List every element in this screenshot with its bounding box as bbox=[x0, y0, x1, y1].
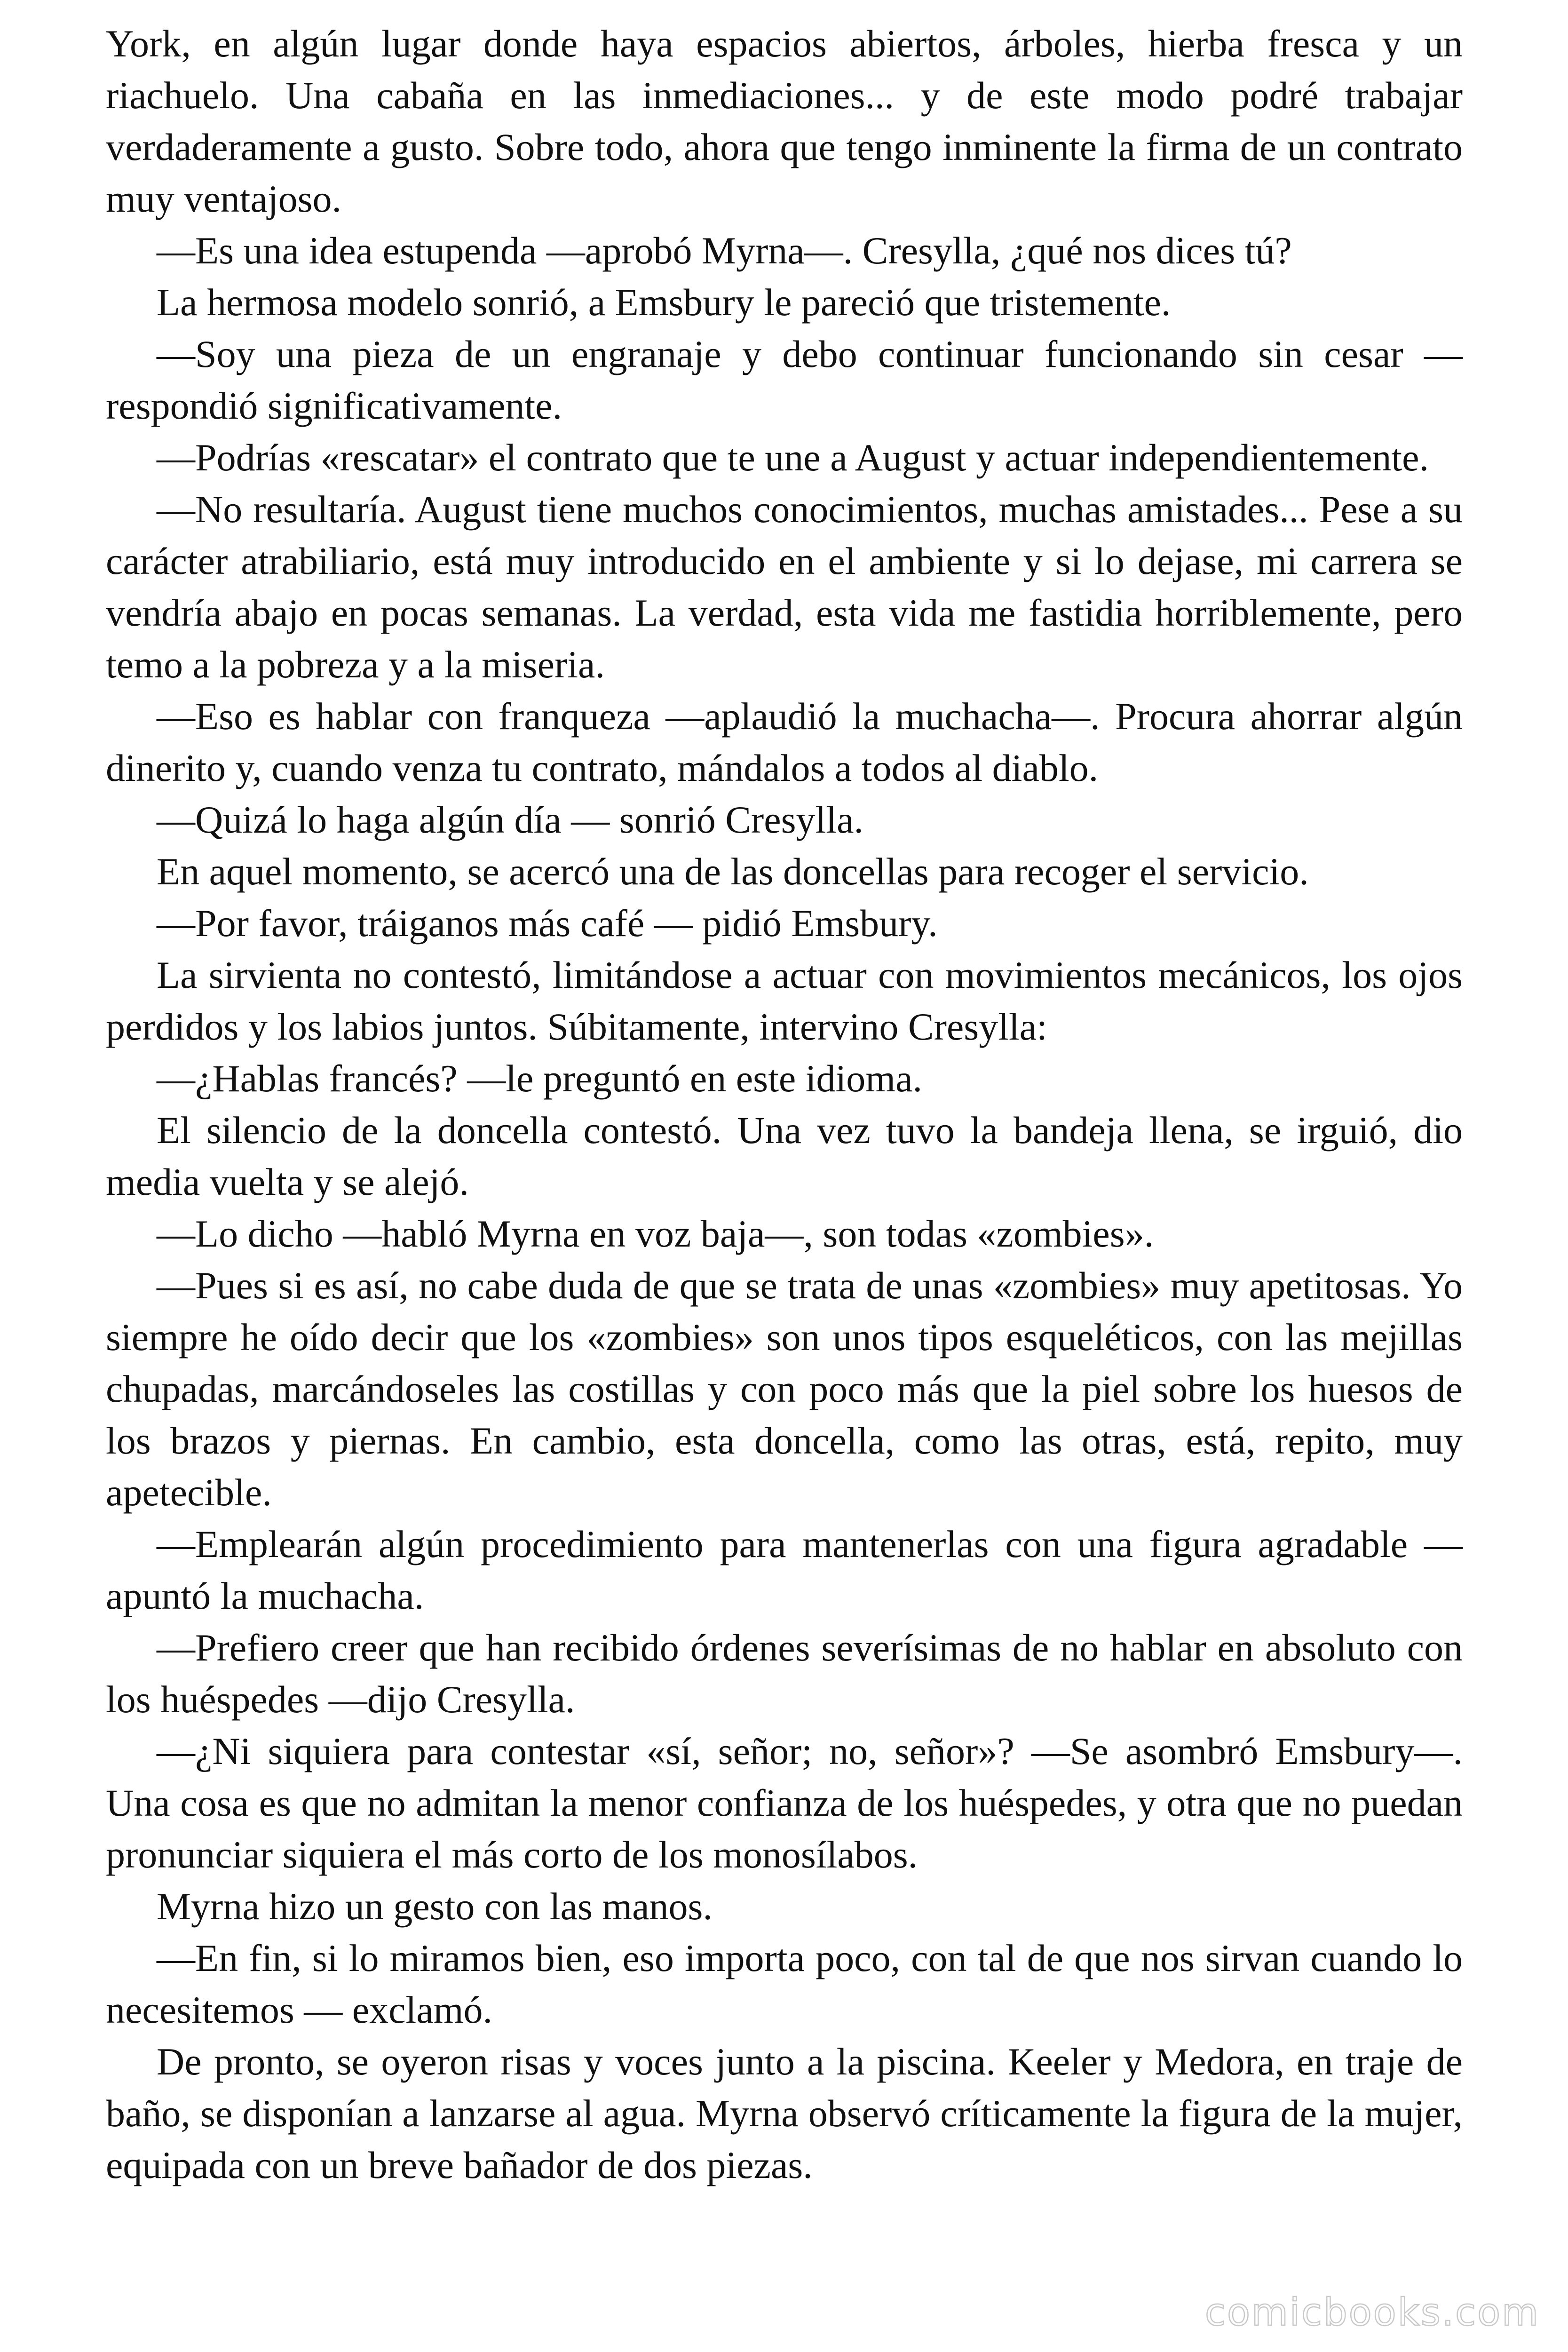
paragraph: —Pues si es así, no cabe duda de que se trata de unas «zombies» muy apetitosas. Yo siempre he oído decir que los «zombies» son unos tipos esqueléticos, con las mejillas chupadas, marcándoseles las costillas y con poco más que la piel sobre los huesos de los brazos y piernas. En cambio, esta doncella, como las otras, está, repito, muy apetecible. bbox=[106, 1264, 1463, 1514]
paragraph: —Es una idea estupenda —aprobó Myrna—. Cresylla, ¿qué nos dices tú? bbox=[157, 229, 1292, 272]
paragraph: —Por favor, tráiganos más café — pidió Emsbury. bbox=[157, 902, 938, 945]
paragraph: —Lo dicho —habló Myrna en voz baja—, son todas «zombies». bbox=[157, 1212, 1154, 1255]
paragraph: —Podrías «rescatar» el contrato que te une a August y actuar independientemente. bbox=[157, 436, 1429, 479]
paragraph: —Eso es hablar con franqueza —aplaudió la muchacha—. Procura ahorrar algún dinerito y, cuando venza tu contrato, mándalos a todos al diablo. bbox=[106, 695, 1463, 789]
paragraph: —No resultaría. August tiene muchos conocimientos, muchas amistades... Pese a su carácter atrabiliario, está muy introducido en el ambiente y si lo dejase, mi carrera se vendría abajo en pocas semanas. La verdad, esta vida me fastidia horriblemente, pero temo a la pobreza y a la miseria. bbox=[106, 488, 1463, 686]
paragraph: La sirvienta no contestó, limitándose a actuar con movimientos mecánicos, los ojos perdidos y los labios juntos. Súbitamente, intervino Cresylla: bbox=[106, 954, 1463, 1048]
paragraph: —¿Ni siquiera para contestar «sí, señor; no, señor»? —Se asombró Emsbury—. Una cosa es que no admitan la menor confianza de los huéspedes, y otra que no puedan pronunciar siquiera el más corto de los monosílabos. bbox=[106, 1730, 1463, 1876]
paragraph-continued: York, en algún lugar donde haya espacios abiertos, árboles, hierba fresca y un riachuelo. Una cabaña en las inmediaciones... y de este modo podré trabajar verdaderamente a gusto. Sobre todo, ahora que tengo inminente la firma de un contrato muy ventajoso. bbox=[106, 22, 1463, 220]
paragraph: —Quizá lo haga algún día — sonrió Cresylla. bbox=[157, 798, 863, 841]
paragraph: —Soy una pieza de un engranaje y debo continuar funcionando sin cesar —respondió significativamente. bbox=[106, 333, 1463, 427]
watermark: comicbooks.com bbox=[1204, 2290, 1540, 2334]
paragraph: De pronto, se oyeron risas y voces junto a la piscina. Keeler y Medora, en traje de baño, se disponían a lanzarse al agua. Myrna observó críticamente la figura de la mujer, equipada con un breve bañador de dos piezas. bbox=[106, 2040, 1463, 2186]
paragraph: —Emplearán algún procedimiento para mantenerlas con una figura agradable — apuntó la muchacha. bbox=[106, 1523, 1463, 1617]
paragraph: La hermosa modelo sonrió, a Emsbury le pareció que tristemente. bbox=[157, 281, 1171, 324]
paragraph: —Prefiero creer que han recibido órdenes severísimas de no hablar en absoluto con los huéspedes —dijo Cresylla. bbox=[106, 1626, 1463, 1721]
paragraph: —¿Hablas francés? —le preguntó en este idioma. bbox=[157, 1057, 922, 1100]
paragraph: —En fin, si lo miramos bien, eso importa poco, con tal de que nos sirvan cuando lo necesitemos — exclamó. bbox=[106, 1937, 1463, 2031]
body-text bbox=[106, 18, 1463, 2191]
paragraph: El silencio de la doncella contestó. Una vez tuvo la bandeja llena, se irguió, dio media vuelta y se alejó. bbox=[106, 1109, 1463, 1203]
paragraph: En aquel momento, se acercó una de las doncellas para recoger el servicio. bbox=[157, 850, 1309, 893]
paragraph: Myrna hizo un gesto con las manos. bbox=[157, 1885, 713, 1928]
